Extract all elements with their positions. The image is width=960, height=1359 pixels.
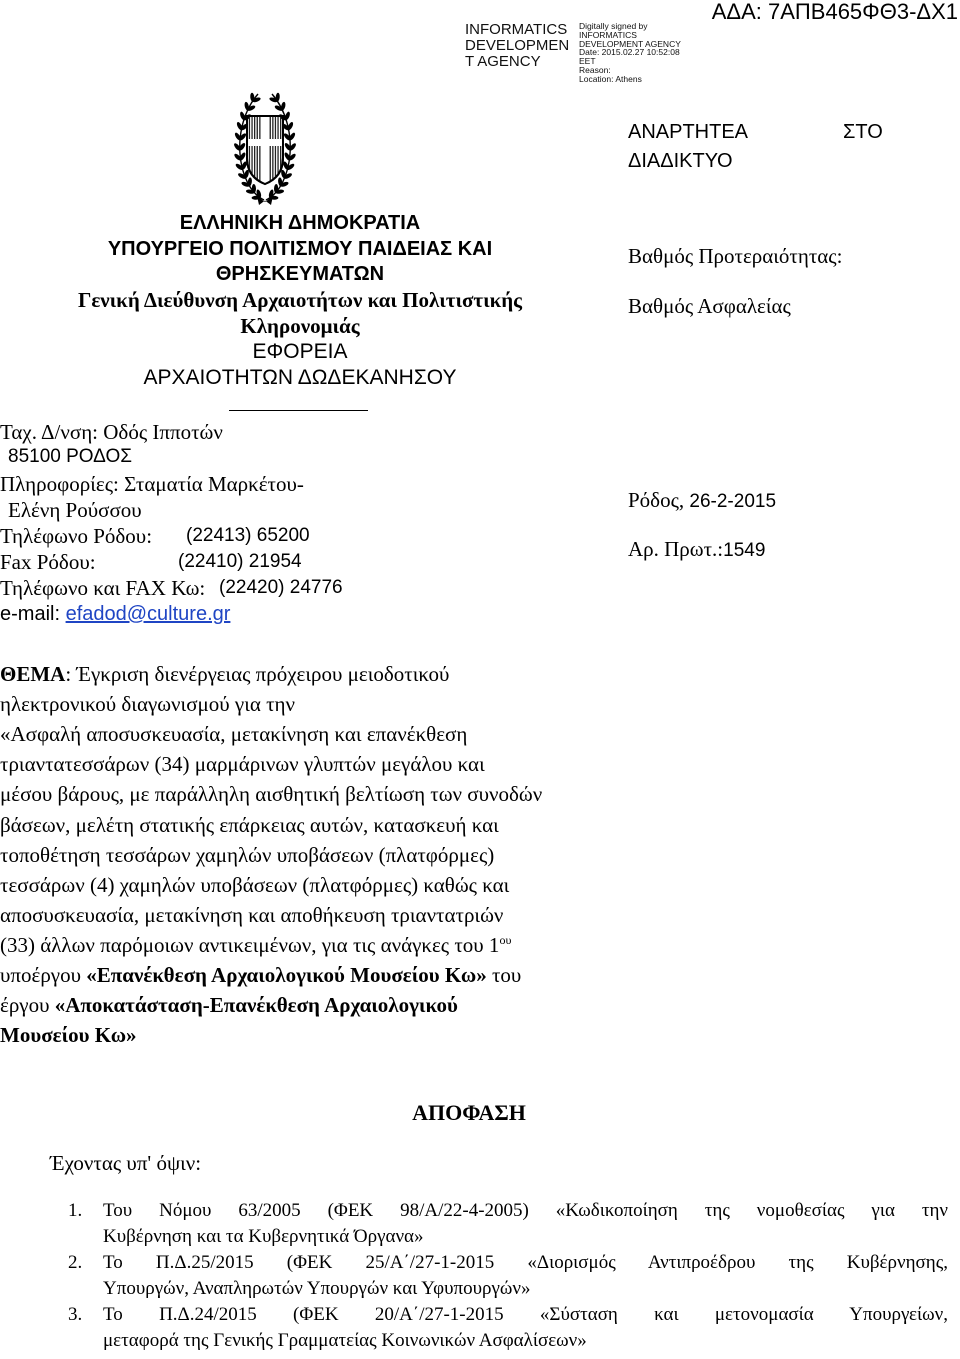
signature-detail-line: DEVELOPMENT AGENCY: [579, 38, 681, 49]
subject-label: ΘΕΜΑ: [0, 662, 66, 686]
subject-text: (33) άλλων παρόμοιων αντικειμένων, για τις ανάγκες του 1: [0, 933, 500, 957]
reference-text: Το Π.Δ.25/2015 (ΦΕΚ 25/Α΄/27-1-2015 «Διορισμός Αντιπροέδρου της Κυβέρνησης,: [103, 1252, 948, 1273]
fax-value: (22410) 21954: [178, 551, 302, 572]
subject-text: υποέργου: [0, 963, 87, 987]
signature-detail-line: Date: 2015.02.27 10:52:08: [579, 47, 680, 58]
place-date: [628, 487, 776, 515]
signature-detail-line: Reason:: [579, 64, 611, 75]
signer-line: DEVELOPMEN: [465, 37, 570, 54]
considering-heading: Έχοντας υπ' όψιν:: [50, 1151, 202, 1175]
reference-number: 2.: [68, 1252, 83, 1273]
directorate-line: Γενική Διεύθυνση Αρχαιοτήτων και Πολιτιστικής: [77, 288, 523, 313]
header-divider: [229, 410, 368, 411]
ordinal-superscript: ου: [499, 933, 512, 947]
email-label: e-mail:: [0, 603, 66, 625]
subject-line: [0, 1022, 137, 1048]
postcode-city: 85100 ΡΟΔΟΣ: [8, 446, 132, 467]
project-title: Μουσείου Κω»: [0, 1023, 137, 1047]
subject-line: [0, 932, 511, 958]
subject-line: βάσεων, μελέτη στατικής επάρκειας αυτών, κατασκευή και: [0, 813, 499, 837]
ephorate-line: ΕΦΟΡΕΙΑ: [252, 340, 348, 364]
subject-line: [0, 992, 458, 1018]
ministry-line: ΘΡΗΣΚΕΥΜΑΤΩΝ: [215, 263, 385, 286]
reference-text: Του Νόμου 63/2005 (ΦΕΚ 98/Α/22-4-2005) «Κωδικοποίηση της νομοθεσίας για την: [103, 1200, 948, 1221]
reference-text: μεταφορά της Γενικής Γραμματείας Κοινωνικών Ασφαλίσεων»: [103, 1330, 587, 1351]
protocol-label: Αρ. Πρωτ.:: [628, 537, 724, 561]
contact-info-line: Ελένη Ρούσσου: [8, 498, 142, 522]
subject-line: μέσου βάρους, με παράλληλη αισθητική βελτίωση των συνοδών: [0, 782, 543, 806]
country-name: ΕΛΛΗΝΙΚΗ ΔΗΜΟΚΡΑΤΙΑ: [179, 212, 421, 234]
issuer-header: [50, 211, 550, 391]
subproject-title: «Επανέκθεση Αρχαιολογικού Μουσείου Κω»: [86, 963, 487, 987]
protocol-value: 1549: [723, 540, 766, 561]
priority-level-label: Βαθμός Προτεραιότητας:: [628, 244, 843, 268]
postal-address: Ταχ. Δ/νση: Οδός Ιπποτών: [0, 420, 223, 444]
greek-coat-of-arms-icon: [228, 86, 302, 206]
directorate-line: Κληρονομιάς: [240, 313, 360, 338]
ministry-line: ΥΠΟΥΡΓΕΙΟ ΠΟΛΙΤΙΣΜΟΥ ΠΑΙΔΕΙΑΣ ΚΑΙ: [107, 237, 493, 260]
reference-text: Το Π.Δ.24/2015 (ΦΕΚ 20/Α΄/27-1-2015 «Σύσταση και μετονομασία Υπουργείων,: [103, 1304, 948, 1325]
reference-number: 1.: [68, 1200, 83, 1221]
subject-line: «Ασφαλή αποσυσκευασία, μετακίνηση και επανέκθεση: [0, 722, 468, 746]
signer-line: INFORMATICS: [465, 21, 568, 38]
reference-number: 3.: [68, 1304, 83, 1325]
subject-text: : Έγκριση διενέργειας πρόχειρου μειοδοτικού: [65, 662, 450, 686]
contact-info-line: Πληροφορίες: Σταματία Μαρκέτου-: [0, 472, 304, 496]
subject-line: ηλεκτρονικού διαγωνισμού για την: [0, 692, 296, 716]
decision-title: ΑΠΟΦΑΣΗ: [412, 1100, 526, 1125]
project-title: «Αποκατάσταση-Επανέκθεση Αρχαιολογικού: [54, 993, 458, 1017]
subject-line: [0, 661, 449, 687]
posting-notice-word: ΑΝΑΡΤΗΤΕΑ: [628, 121, 749, 143]
reference-text: Υπουργών, Αναπληρωτών Υπουργών και Υφυπουργών»: [103, 1278, 531, 1299]
subject-line: τριαντατεσσάρων (34) μαρμάρινων γλυπτών μεγάλου και: [0, 752, 485, 776]
email-line: [0, 601, 230, 627]
posting-notice-word: ΣΤΟ: [843, 121, 883, 143]
subject-line: τοποθέτηση τεσσάρων χαμηλών υποβάσεων (πλατφόρμες): [0, 843, 495, 867]
cross-vertical: [262, 117, 269, 183]
place: Ρόδος,: [628, 488, 690, 512]
phone-fax-kos-value: (22420) 24776: [219, 577, 343, 598]
digital-signature-details: [579, 22, 681, 84]
digital-signature-signer: [465, 22, 569, 70]
phone-label: Τηλέφωνο Ρόδου:: [0, 524, 153, 548]
phone-fax-kos-label: Τηλέφωνο και FAX Κω:: [0, 576, 206, 600]
posting-notice-word: ΔΙΑΔΙΚΤΥΟ: [628, 150, 733, 172]
signature-detail-line: EET: [579, 56, 596, 67]
reference-text: Κυβέρνηση και τα Κυβερνητικά Όργανα»: [103, 1226, 424, 1247]
subject-line: τεσσάρων (4) χαμηλών υποβάσεων (πλατφόρμες) καθώς και: [0, 873, 510, 897]
ada-code: ΑΔΑ: 7ΑΠΒ465ΦΘ3-ΔΧ1: [711, 0, 958, 24]
protocol-number: [628, 536, 765, 564]
fax-label: Fax Ρόδου:: [0, 550, 96, 574]
cross-horizontal: [248, 139, 282, 146]
signature-detail-line: Location: Athens: [579, 73, 642, 84]
date: 26-2-2015: [689, 491, 777, 512]
security-level-label: Βαθμός Ασφαλείας: [628, 294, 791, 318]
signature-detail-line: Digitally signed by: [579, 21, 648, 31]
subject-text: έργου: [0, 993, 55, 1017]
subject-line: αποσυσκευασία, μετακίνηση και αποθήκευση τριαντατριών: [0, 903, 504, 927]
subject-text: του: [486, 963, 522, 987]
signer-line: T AGENCY: [465, 53, 541, 70]
ephorate-line: ΑΡΧΑΙΟΤΗΤΩΝ ΔΩΔΕΚΑΝΗΣΟΥ: [143, 366, 457, 390]
phone-value: (22413) 65200: [186, 525, 310, 546]
signature-detail-line: INFORMATICS: [579, 29, 637, 40]
subject-line: [0, 962, 521, 988]
email-link[interactable]: efadod@culture.gr: [65, 603, 231, 625]
